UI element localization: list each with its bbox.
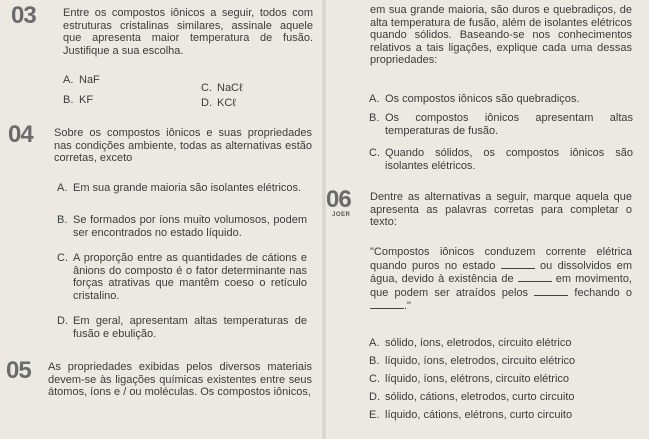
option-a: A. NaF [63,74,100,86]
blank-2 [518,272,552,282]
option-d: D. Em geral, apresentam altas temperaturas de fusão e ebulição. [57,315,307,340]
question-text: Entre os compostos iônicos a seguir, todos com estruturas cristalinas similares, assinale aquele que apresenta maior temperatura de fusão. Justifique a sua escolha. [63,7,313,57]
quote-text: "Compostos iônicos conduzem corrente elétrica quando puros no estado ou dissolvidos em água, devido à existência de em movimento, que podem ser atraídos pelos fechando o ." [370,246,632,312]
question-number: 06 [326,186,351,213]
question-number: 03 [11,2,36,29]
option-a: A. Em sua grande maioria são isolantes elétricos. [57,182,302,194]
option-d: D. sólido, cátions, eletrodos, curto circuito [369,391,575,403]
option-a: A. Os compostos iônicos são quebradiços. [369,93,580,105]
option-b: B. Os compostos iônicos apresentam altas temperaturas de fusão. [369,112,633,137]
option-c: C. A proporção entre as quantidades de cátions e ânions do composto é o fator determinante nas forças atrativas que mantêm coeso o retículo cristalino. [57,252,307,302]
blank-3 [534,286,568,296]
question-text: Sobre os compostos iônicos e suas propriedades nas condições ambiente, todas as alternativas estão corretas, exceto [54,127,312,164]
option-d: D. KCℓ [201,97,236,109]
question-number: 04 [8,121,33,148]
option-c: C. líquido, íons, elétrons, circuito elétrico [369,373,570,385]
blank-1 [501,259,535,269]
question-text: As propriedades exibidas pelos diversos materiais devem-se às ligações químicas existentes entre seus átomos, íons e / ou moléculas. Os compostos iônicos, [48,361,312,398]
option-a: A. sólido, íons, eletrodos, circuito elétrico [369,337,572,349]
blank-4 [370,299,404,309]
option-b: B. líquido, íons, eletrodos, circuito elétrico [369,355,576,367]
question-text: Dentre as alternativas a seguir, marque aquela que apresenta as palavras corretas para completar o texto: [370,191,632,228]
question-tag: JOER [332,212,351,218]
page-fold [322,0,326,439]
option-c: C. Quando sólidos, os compostos iônicos são isolantes elétricos. [369,147,633,172]
option-b: B. Se formados por íons muito volumosos, podem ser encontrados no estado líquido. [57,214,307,239]
question-text-continued: em sua grande maioria, são duros e quebradiços, de alta temperatura de fusão, além de isolantes elétricos quando sólidos. Baseando-se nos conhecimentos relativos a tais ligações, explique cada uma dessas propriedades: [370,4,632,66]
question-number: 05 [6,357,31,384]
option-e: E. líquido, cátions, elétrons, curto circuito [369,409,573,421]
option-b: B. KF [63,94,94,106]
option-c: C. NaCℓ [201,82,243,94]
